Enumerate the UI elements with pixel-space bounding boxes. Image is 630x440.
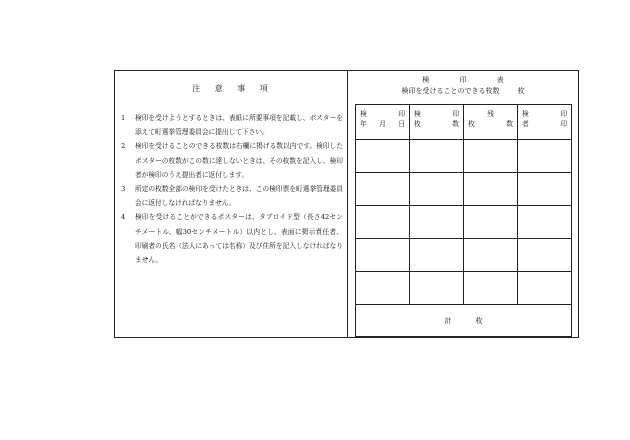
stamp-date-cell xyxy=(356,206,410,239)
stamp-subtitle: 検印を受けることのできる枚数 枚 xyxy=(401,87,525,95)
note-item xyxy=(119,182,343,210)
notes-panel xyxy=(115,71,347,337)
remaining-count-cell xyxy=(464,272,518,305)
stamp-count-cell xyxy=(410,206,464,239)
note-number: 3 xyxy=(121,185,126,194)
note-number: 4 xyxy=(121,213,126,222)
remaining-count-cell xyxy=(464,239,518,272)
stamp-count-cell xyxy=(410,239,464,272)
stamp-date-cell xyxy=(356,140,410,173)
header-stamp-date: 検 印 年 月 日 xyxy=(356,105,410,140)
note-text: 検印を受けることのできる枚数は右欄に掲げる数以内です。検印したポスターの枚数がこの数に達しないときは、その枚数を記入し、検印者が検印のうえ提出者に返付します。 xyxy=(135,142,343,179)
stamper-seal-cell xyxy=(518,239,572,272)
table-row xyxy=(356,272,572,305)
note-item xyxy=(119,111,343,139)
note-text: 検印を受けることができるポスターは、タブロイド型（長さ42センチメートル、幅30センチメートル）以内とし、表面に掲示責任者、印刷者の氏名（法人にあっては名称）及び住所を記入しなければなりません。 xyxy=(135,213,343,265)
notes-title: 注 意 事 項 xyxy=(192,84,270,93)
inspection-form xyxy=(114,70,579,338)
note-text: 所定の枚数全部の検印を受けたときは、この検印票を町選挙管理委員会に返付しなければなりません。 xyxy=(135,185,343,208)
stamper-seal-cell xyxy=(518,206,572,239)
stamp-panel xyxy=(348,71,578,337)
note-item xyxy=(119,210,343,267)
table-row xyxy=(356,140,572,173)
remaining-count-cell xyxy=(464,206,518,239)
table-row xyxy=(356,206,572,239)
stamp-table-header-row xyxy=(356,105,572,140)
header-stamper-seal: 検 印 者 印 xyxy=(518,105,572,140)
stamper-seal-cell xyxy=(518,140,572,173)
stamp-title: 検 印 表 xyxy=(422,76,504,84)
table-row xyxy=(356,173,572,206)
stamp-count-cell xyxy=(410,272,464,305)
remaining-count-cell xyxy=(464,173,518,206)
header-stamp-count: 検 印 枚 数 xyxy=(410,105,464,140)
stamper-seal-cell xyxy=(518,173,572,206)
stamper-seal-cell xyxy=(518,272,572,305)
stamp-table xyxy=(355,104,572,337)
remaining-count-cell xyxy=(464,140,518,173)
stamp-count-cell xyxy=(410,173,464,206)
total-cell: 計 枚 xyxy=(356,305,572,337)
stamp-date-cell xyxy=(356,173,410,206)
note-text: 検印を受けようとするときは、表紙に所要事項を記載し、ポスターを添えて町選挙管理委員会に提出して下さい。 xyxy=(135,114,343,137)
header-remaining-count: 残 枚 数 xyxy=(464,105,518,140)
note-item xyxy=(119,139,343,182)
table-row xyxy=(356,239,572,272)
stamp-count-cell xyxy=(410,140,464,173)
stamp-date-cell xyxy=(356,272,410,305)
note-number: 2 xyxy=(121,142,126,151)
stamp-date-cell xyxy=(356,239,410,272)
notes-list xyxy=(119,111,343,267)
note-number: 1 xyxy=(121,114,126,122)
total-row xyxy=(356,305,572,337)
